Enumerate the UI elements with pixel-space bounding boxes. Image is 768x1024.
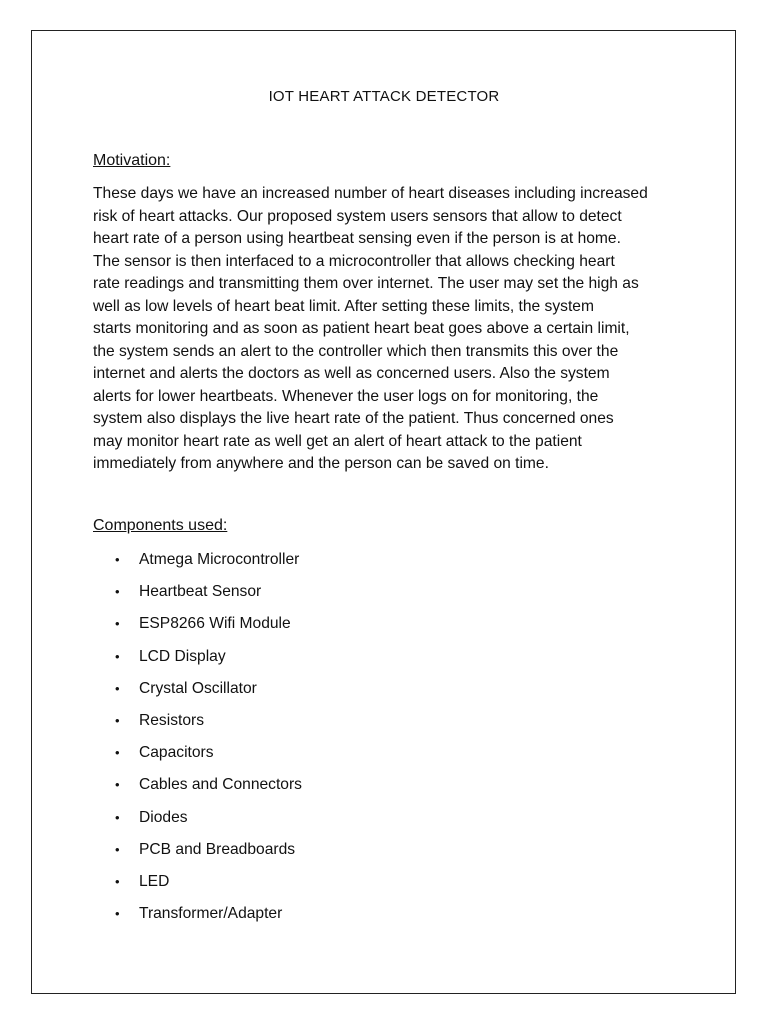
paragraph-line: may monitor heart rate as well get an alert of heart attack to the patient: [93, 432, 582, 450]
paragraph-line: starts monitoring and as soon as patient heart beat goes above a certain limit,: [93, 320, 630, 337]
list-item: [93, 870, 302, 902]
paragraph-line: immediately from anywhere and the person can be saved on time.: [93, 455, 549, 472]
bullet-icon: •: [115, 712, 120, 728]
bullet-icon: •: [115, 745, 120, 761]
list-item-label: Atmega Microcontroller: [139, 551, 300, 568]
list-item: [93, 580, 302, 612]
motivation-paragraph: [93, 183, 679, 476]
paragraph-line: system also displays the live heart rate of the patient. Thus concerned ones: [93, 410, 614, 427]
list-item-label: Crystal Oscillator: [139, 679, 257, 697]
bullet-icon: •: [115, 809, 120, 825]
bullet-icon: •: [115, 906, 120, 922]
paragraph-line: heart rate of a person using heartbeat sensing even if the person is at home.: [93, 230, 621, 247]
motivation-heading: Motivation:: [93, 152, 171, 169]
bullet-icon: •: [115, 680, 120, 696]
list-item: [93, 709, 302, 741]
list-item-label: LCD Display: [139, 647, 226, 665]
paragraph-line: alerts for lower heartbeats. Whenever the user logs on for monitoring, the: [93, 387, 599, 405]
bullet-icon: •: [115, 552, 120, 567]
paragraph-line: well as low levels of heart beat limit. After setting these limits, the system: [93, 297, 594, 315]
list-item: [93, 548, 302, 580]
bullet-icon: •: [115, 648, 120, 664]
list-item-label: Resistors: [139, 711, 204, 729]
list-item: [93, 902, 302, 934]
list-item: [93, 838, 302, 870]
list-item-label: Transformer/Adapter: [139, 905, 283, 923]
paragraph-line: internet and alerts the doctors as well as concerned users. Also the system: [93, 365, 610, 382]
paragraph-line: These days we have an increased number of heart diseases including increased: [93, 185, 648, 202]
list-item: [93, 645, 302, 677]
paragraph-line: The sensor is then interfaced to a microcontroller that allows checking heart: [93, 252, 615, 270]
components-list: [93, 548, 302, 934]
list-item: [93, 612, 302, 644]
list-item-label: PCB and Breadboards: [139, 840, 296, 858]
list-item-label: Capacitors: [139, 744, 214, 762]
list-item: [93, 741, 302, 773]
document-title: IOT HEART ATTACK DETECTOR: [268, 88, 500, 105]
list-item-label: Cables and Connectors: [139, 776, 302, 794]
list-item: [93, 677, 302, 709]
bullet-icon: •: [115, 873, 120, 889]
paragraph-line: the system sends an alert to the controller which then transmits this over the: [93, 342, 619, 360]
bullet-icon: •: [115, 777, 120, 793]
paragraph-line: risk of heart attacks. Our proposed system users sensors that allow to detect: [93, 207, 622, 225]
list-item-label: Diodes: [139, 808, 188, 826]
components-heading: Components used:: [93, 517, 228, 534]
bullet-icon: •: [115, 616, 120, 632]
list-item-label: LED: [139, 872, 170, 890]
bullet-icon: •: [115, 584, 120, 600]
list-item: [93, 773, 302, 805]
list-item-label: Heartbeat Sensor: [139, 583, 262, 601]
list-item: [93, 806, 302, 838]
list-item-label: ESP8266 Wifi Module: [139, 615, 291, 633]
bullet-icon: •: [115, 841, 120, 857]
paragraph-line: rate readings and transmitting them over internet. The user may set the high as: [93, 275, 639, 292]
